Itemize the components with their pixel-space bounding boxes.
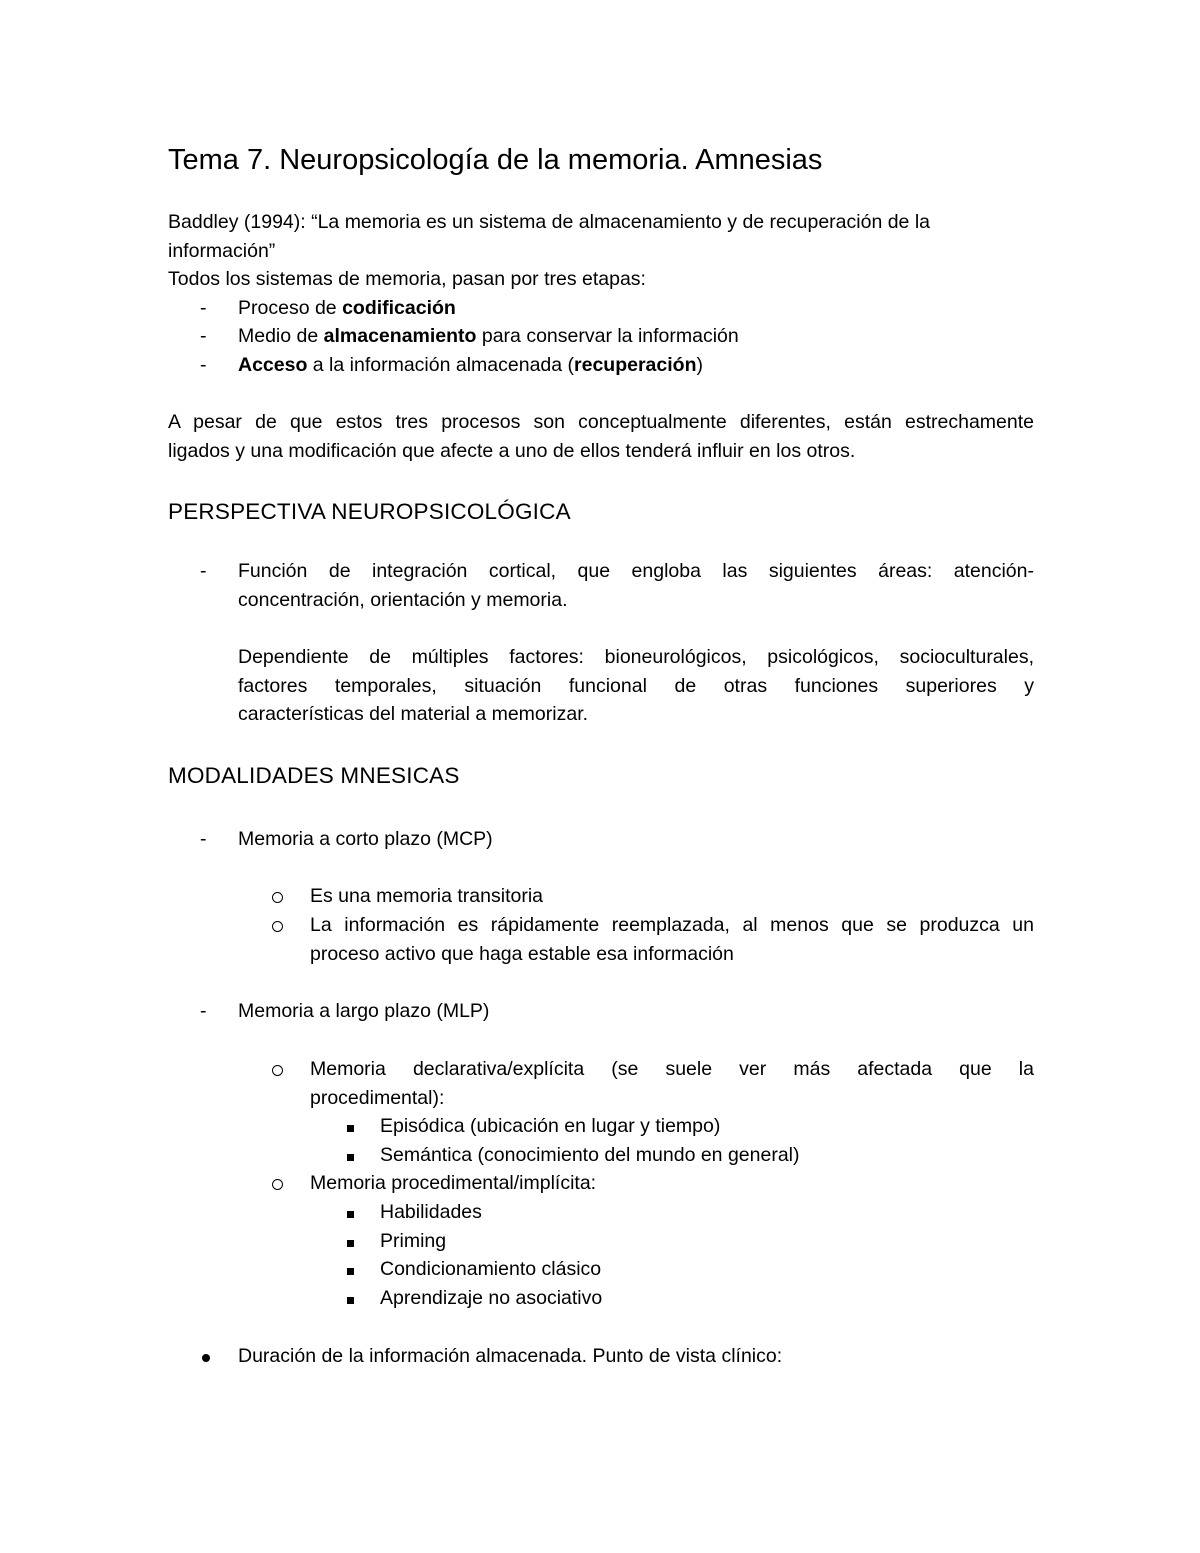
square-bullet-icon (347, 1154, 354, 1161)
stages-intro: Todos los sistemas de memoria, pasan por tres etapas: (168, 268, 646, 290)
dash-bullet: - (200, 297, 207, 319)
document-page: Tema 7. Neuropsicología de la memoria. Amnesias Baddley (1994): “La memoria es un sistema de almacenamiento y de recuperación de la información” Todos los sistemas de memoria, pasan por tres etapas: - Proceso de codificación - Medio de almacenamiento para conservar la información - Acceso a la información almacenada (recuperación) A pesar de que estos tres procesos son conceptualmente diferentes, están estrechamente ligados y una modificación que afecte a uno de ellos tenderá influir en los otros. PERSPECTIVA NEUROPSICOLÓGICA - Función de integración cortical, que engloba las siguientes áreas: atención- concentración, orientación y memoria. Dependiente de múltiples factores: bioneurológicos, psicológicos, socioculturales, factores temporales, situación funcional de otras funciones superiores y características del material a memorizar. MODALIDADES MNESICAS - Memoria a corto plazo (MCP) Es una memoria transitoria La información es rápidamente reemplazada, al menos que se produzca un proceso activo que haga estable esa información - Memoria a largo plazo (MLP) Memoria declarativa/explícita (se suele ver más afectada que la procedimental): Episódica (ubicación en lugar y tiempo) Semántica (conocimiento del mundo en general) Memoria procedimental/implícita: Habilidades Priming Condicionamiento clásico Aprendizaje no asociativo Duración de la información almacenada. Punto de vista clínico: (0, 0, 1200, 1553)
square-bullet-icon (347, 1211, 354, 1218)
paragraph-line-2: ligados y una modificación que afecte a uno de ellos tenderá influir en los otros. (168, 440, 856, 462)
quote-line-1: Baddley (1994): “La memoria es un sistema de almacenamiento y de recuperación de la (168, 211, 930, 233)
dash-bullet: - (200, 1000, 207, 1022)
bold-term: Acceso (238, 354, 308, 376)
paragraph-line-1: A pesar de que estos tres procesos son conceptualmente diferentes, están estrechamente (168, 411, 1034, 433)
circle-bullet-icon (272, 1179, 283, 1190)
square-bullet-icon (347, 1125, 354, 1132)
dash-bullet: - (200, 560, 207, 582)
dash-bullet: - (200, 325, 207, 347)
bold-term: codificación (342, 297, 456, 319)
bold-term: recuperación (574, 354, 697, 376)
dash-bullet: - (200, 828, 207, 850)
bold-term: almacenamiento (323, 325, 477, 347)
section-heading-modalidades: MODALIDADES MNESICAS (168, 763, 460, 788)
circle-bullet-icon (272, 921, 283, 932)
quote-line-2: información” (168, 240, 276, 262)
square-bullet-icon (347, 1240, 354, 1247)
circle-bullet-icon (272, 1065, 283, 1076)
section-heading-perspectiva: PERSPECTIVA NEUROPSICOLÓGICA (168, 499, 571, 524)
square-bullet-icon (347, 1297, 354, 1304)
dash-bullet: - (200, 354, 207, 376)
round-bullet-icon (202, 1354, 210, 1362)
page-title: Tema 7. Neuropsicología de la memoria. Amnesias (168, 144, 823, 176)
square-bullet-icon (347, 1268, 354, 1275)
circle-bullet-icon (272, 892, 283, 903)
